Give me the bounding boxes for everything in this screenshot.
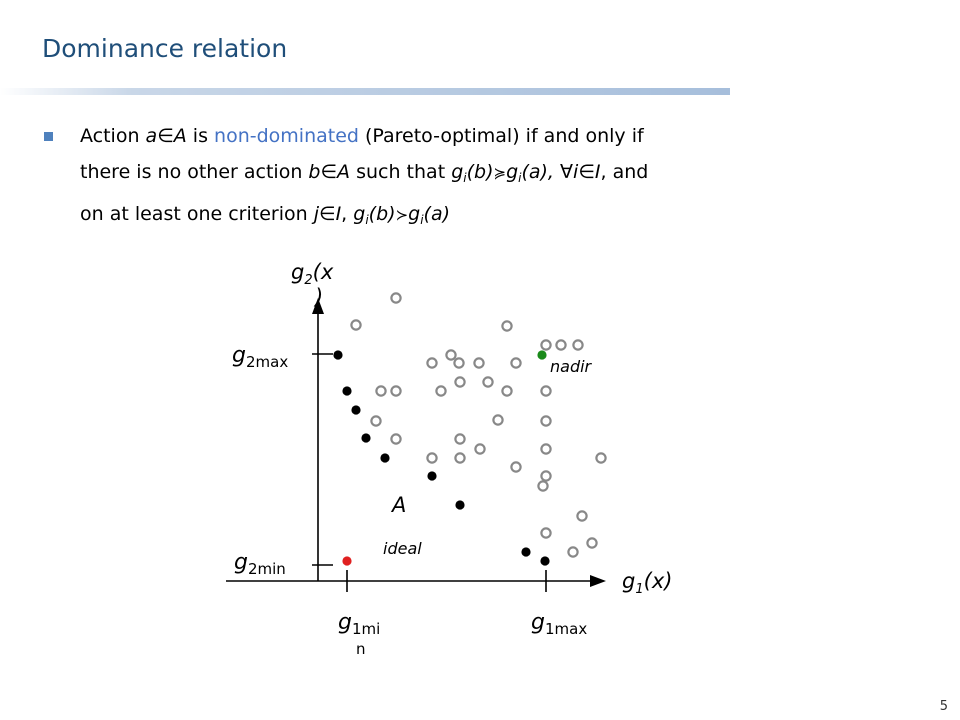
nadir-point <box>537 350 546 359</box>
non-dominated-point <box>380 453 389 462</box>
dominated-point <box>587 538 596 547</box>
bullet-square-icon <box>44 132 53 141</box>
dominated-point <box>371 416 380 425</box>
dominated-point <box>541 340 550 349</box>
non-dominated-point <box>333 350 342 359</box>
g1min-label-tail: n <box>356 640 366 658</box>
non-dominated-point <box>427 471 436 480</box>
set-a-label: A <box>392 493 407 517</box>
dominated-point <box>475 444 484 453</box>
dominated-point <box>568 547 577 556</box>
g1max-label: $g_{1max}$ <box>531 610 588 638</box>
dominated-point <box>502 386 511 395</box>
non-dominated-point <box>351 405 360 414</box>
ideal-point <box>342 556 351 565</box>
dominated-point <box>454 358 463 367</box>
title-underline <box>0 88 730 95</box>
pareto-diagram-svg <box>216 244 707 685</box>
dominated-point <box>573 340 582 349</box>
dominated-point <box>541 471 550 480</box>
dominated-point <box>541 386 550 395</box>
bullet-definition <box>48 118 868 238</box>
dominated-point <box>391 293 400 302</box>
dominated-point <box>541 416 550 425</box>
g2max-label: $g_{2max}$ <box>232 343 289 371</box>
dominated-point <box>455 377 464 386</box>
dominated-point <box>502 321 511 330</box>
y-axis-label-close: ) <box>315 285 324 309</box>
x-axis-label: $g_1(x)$ <box>622 569 673 597</box>
page-number: 5 <box>939 699 948 714</box>
weak-preference-symbol: ≽ <box>493 164 507 182</box>
bullet-line-3: on at least one criterion j∈I, $g_i(b)≻g_i(a)$ <box>80 196 868 238</box>
dominated-point <box>455 434 464 443</box>
slide-title: Dominance relation <box>42 34 288 63</box>
dominated-point <box>493 415 502 424</box>
dominated-point <box>427 453 436 462</box>
dominated-point <box>436 386 445 395</box>
non-dominated-point <box>455 500 464 509</box>
dominated-point <box>538 481 547 490</box>
dominated-point <box>541 444 550 453</box>
pareto-diagram <box>216 244 707 685</box>
x-axis-arrowhead-icon <box>590 575 606 587</box>
non-dominated-point <box>521 547 530 556</box>
g1min-label: $g_{1mi}$ <box>338 610 381 638</box>
dominated-point <box>541 528 550 537</box>
dominated-point <box>596 453 605 462</box>
dominated-point <box>511 358 520 367</box>
dominated-point <box>556 340 565 349</box>
strict-preference-symbol: ≻ <box>395 206 409 224</box>
non-dominated-point <box>540 556 549 565</box>
ideal-label: ideal <box>383 539 422 558</box>
y-axis-label: $g_2(x$ <box>291 260 334 288</box>
dominated-point <box>483 377 492 386</box>
non-dominated-points <box>333 350 549 565</box>
dominated-point <box>577 511 586 520</box>
dominated-point <box>391 434 400 443</box>
dominated-point <box>455 453 464 462</box>
nadir-label: nadir <box>550 357 592 376</box>
g2min-label: $g_{2min}$ <box>234 550 286 578</box>
dominated-point <box>511 462 520 471</box>
dominated-point <box>446 350 455 359</box>
dominated-point <box>351 320 360 329</box>
dominated-points <box>351 293 605 556</box>
non-dominated-point <box>342 386 351 395</box>
dominated-point <box>376 386 385 395</box>
bullet-line-1: Action a∈A is non-dominated (Pareto-optimal) if and only if <box>80 125 644 147</box>
non-dominated-point <box>361 433 370 442</box>
dominated-point <box>474 358 483 367</box>
dominated-point <box>391 386 400 395</box>
bullet-line-2: there is no other action b∈A such that $g_i(b)≽g_i(a)$, ∀i∈I, and <box>80 154 868 196</box>
dominated-point <box>427 358 436 367</box>
non-dominated-term: non-dominated <box>214 125 359 147</box>
